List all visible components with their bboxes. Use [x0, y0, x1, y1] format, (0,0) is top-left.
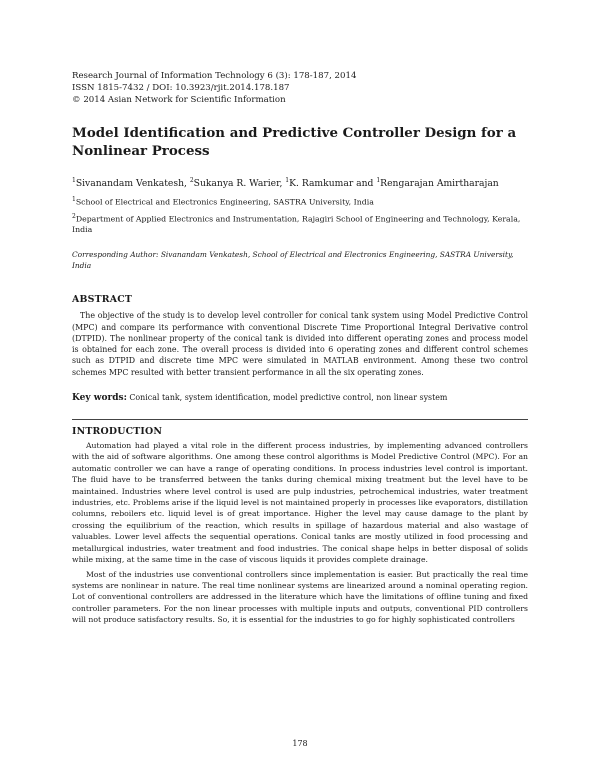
introduction-paragraph-1: Automation had played a vital role in the different process industries, by implementing advanced controllers with the aid of software algorithms. One among these control algorithms is Model Predictive Control (MPC). For an automatic controller we can have a range of operating conditions. In process industries level control is important. The fluid have to be transferred between the tanks during chemical mixing treatment but the level have to be maintained. Industries where level control is used are pulp industries, petrochemical industries, water treatment industries, etc. Problems arise if the liquid level is not maintained properly in processes like evaporators, distillation columns, reboilers etc. liquid level is of great importance. Higher the level may cause damage to the plant by crossing the equilibrium of the reaction, which results in spillage of hazardous material and also wastage of valuables. Lower level affects the sequential operations. Conical tanks are mostly utilized in food processing and metallurgical industries, water treatment and food industries. The conical shape helps in better disposal of solids while mixing, at the same time in the case of viscous liquids it provides complete drainage. [72, 441, 528, 565]
author-sup: 1 [72, 177, 76, 184]
affiliation-text: Department of Applied Electronics and Instrumentation, Rajagiri School of Engineering and Technology, Kerala, India [72, 214, 521, 235]
copyright-notice: © 2014 Asian Network for Scientific Information [72, 95, 286, 105]
keywords-text: Conical tank, system identification, model predictive control, non linear system [126, 393, 448, 403]
author-sup: 2 [189, 177, 194, 184]
affiliation-2 [72, 211, 528, 236]
affiliation-sup: 2 [72, 212, 76, 220]
abstract-heading: ABSTRACT [72, 294, 133, 306]
author-list [72, 174, 528, 190]
author-name: Rengarajan Amirtharajan [380, 178, 499, 190]
author-name: Sukanya R. Warier, [193, 178, 286, 190]
keywords-label: Key words: [72, 393, 127, 404]
paper-title: Model Identification and Predictive Controller Design for a Nonlinear Process [72, 125, 517, 159]
affiliation-sup: 1 [72, 196, 76, 204]
journal-header [72, 70, 528, 106]
author-name: Sivanandam Venkatesh, [75, 178, 190, 190]
introduction-paragraph-2: Most of the industries use conventional controllers since implementation is easier. But practically the real time systems are nonlinear in nature. The real time nonlinear systems are linearized around a nominal operating region. Lot of conventional controllers are addressed in the literature which have the limitations of offline tuning and fixed controller parameters. For the non linear processes with multiple inputs and outputs, conventional PID controllers will not produce satisfactory results. So, it is essential for the industries to go for highly sophisticated controllers [72, 569, 528, 625]
author-name: K. Ramkumar and [289, 178, 377, 190]
affiliation-1 [72, 194, 528, 208]
journal-citation: Research Journal of Information Technology 6 (3): 178-187, 2014 [72, 71, 357, 81]
author-sup: 1 [376, 177, 381, 184]
issn-doi: ISSN 1815-7432 / DOI: 10.3923/rjit.2014.178.187 [72, 83, 290, 93]
paper-page [72, 70, 528, 626]
affiliation-text: School of Electrical and Electronics Engineering, SASTRA University, India [75, 197, 374, 207]
author-sup: 1 [285, 177, 290, 184]
abstract-text: The objective of the study is to develop level controller for conical tank system using Model Predictive Control (MPC) and compare its performance with conventional Discrete Time Proportional Integral Derivative control (DTPID). The nonlinear property of the conical tank is divided into different operating zones and process model is obtained for each zone. The overall process is divided into 6 operating zones and different control schemes such as DTPID and discrete time MPC were simulated in MATLAB environment. Among these two control schemes MPC resulted with better transient performance in all the six operating zones. [72, 311, 528, 377]
keywords [72, 392, 528, 404]
page-number: 178 [292, 739, 308, 748]
corresponding-author: Corresponding Author: Sivanandam Venkatesh, School of Electrical and Electronics Engineering, SASTRA University, India [72, 250, 514, 271]
introduction-heading: INTRODUCTION [72, 419, 528, 437]
